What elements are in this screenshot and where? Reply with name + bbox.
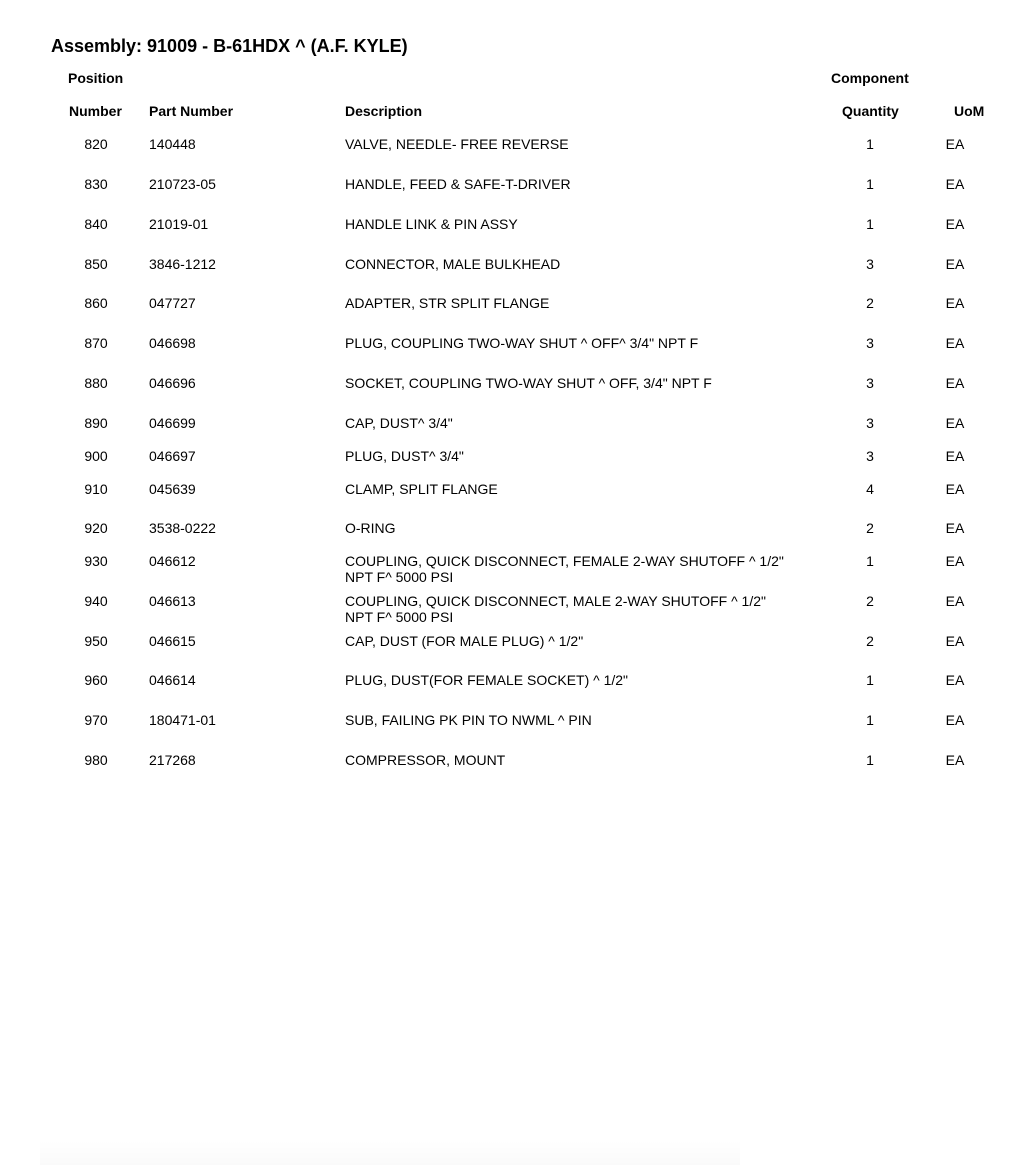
position-number: 930: [84, 553, 108, 569]
description: [345, 672, 815, 688]
table-row: [0, 216, 1024, 250]
position-number: 950: [84, 633, 108, 649]
description-line-1: SUB, FAILING PK PIN TO NWML ^ PIN: [345, 712, 592, 728]
table-row: [0, 593, 1024, 627]
description-line-1: VALVE, NEEDLE- FREE REVERSE: [345, 136, 569, 152]
uom: EA: [945, 553, 965, 569]
uom: EA: [945, 415, 965, 431]
part-number: 046613: [149, 593, 196, 609]
part-number: 210723-05: [149, 176, 216, 192]
part-number: 140448: [149, 136, 196, 152]
description-line-1: PLUG, DUST(FOR FEMALE SOCKET) ^ 1/2": [345, 672, 629, 688]
table-row: [0, 520, 1024, 554]
description-line-1: COUPLING, QUICK DISCONNECT, MALE 2-WAY SHUTOFF ^ 1/2": [345, 593, 766, 609]
quantity: 2: [866, 295, 874, 311]
table-row: [0, 136, 1024, 170]
header-part-number: Part Number: [149, 103, 234, 119]
table-row: [0, 335, 1024, 369]
description-line-1: ADAPTER, STR SPLIT FLANGE: [345, 295, 550, 311]
table-row: [0, 752, 1024, 786]
part-number: 3846-1212: [149, 256, 216, 272]
position-number: 980: [84, 752, 108, 768]
description: [345, 553, 815, 585]
header-uom: UoM: [954, 103, 985, 119]
description: [345, 520, 815, 536]
quantity: 4: [866, 481, 874, 497]
quantity: 1: [866, 553, 874, 569]
part-number: 046698: [149, 335, 196, 351]
description-line-2: NPT F^ 5000 PSI: [345, 569, 454, 585]
quantity: 1: [866, 176, 874, 192]
table-row: [0, 295, 1024, 329]
quantity: 1: [866, 136, 874, 152]
description: [345, 136, 815, 152]
uom: EA: [945, 295, 965, 311]
table-row: [0, 375, 1024, 409]
description: [345, 448, 815, 464]
part-number: 046614: [149, 672, 196, 688]
uom: EA: [945, 375, 965, 391]
quantity: 3: [866, 415, 874, 431]
position-number: 910: [84, 481, 108, 497]
header-component: Component: [831, 70, 909, 86]
quantity: 1: [866, 712, 874, 728]
part-number: 045639: [149, 481, 196, 497]
description: [345, 415, 815, 431]
part-number: 3538-0222: [149, 520, 216, 536]
quantity: 2: [866, 593, 874, 609]
position-number: 840: [84, 216, 108, 232]
uom: EA: [945, 136, 965, 152]
position-number: 880: [84, 375, 108, 391]
quantity: 3: [866, 335, 874, 351]
table-row: [0, 256, 1024, 290]
position-number: 820: [84, 136, 108, 152]
header-description: Description: [345, 103, 423, 119]
table-row: [0, 176, 1024, 210]
description: [345, 335, 815, 351]
table-row: [0, 415, 1024, 449]
quantity: 3: [866, 256, 874, 272]
description-line-1: HANDLE, FEED & SAFE-T-DRIVER: [345, 176, 571, 192]
part-number: 217268: [149, 752, 196, 768]
description-line-1: COMPRESSOR, MOUNT: [345, 752, 506, 768]
position-number: 860: [84, 295, 108, 311]
position-number: 940: [84, 593, 108, 609]
table-row: [0, 553, 1024, 587]
description-line-1: CAP, DUST (FOR MALE PLUG) ^ 1/2": [345, 633, 584, 649]
position-number: 920: [84, 520, 108, 536]
position-number: 870: [84, 335, 108, 351]
description-line-2: NPT F^ 5000 PSI: [345, 609, 454, 625]
description: [345, 375, 815, 391]
table-row: [0, 712, 1024, 746]
part-number: 046696: [149, 375, 196, 391]
table-row: [0, 448, 1024, 482]
quantity: 1: [866, 752, 874, 768]
description: [345, 633, 815, 649]
table-row: [0, 672, 1024, 706]
description: [345, 752, 815, 768]
quantity: 3: [866, 448, 874, 464]
description-line-1: PLUG, COUPLING TWO-WAY SHUT ^ OFF^ 3/4" NPT F: [345, 335, 699, 351]
table-row: [0, 633, 1024, 667]
uom: EA: [945, 633, 965, 649]
description-line-1: CLAMP, SPLIT FLANGE: [345, 481, 498, 497]
description-line-1: SOCKET, COUPLING TWO-WAY SHUT ^ OFF, 3/4" NPT F: [345, 375, 712, 391]
header-number: Number: [69, 103, 122, 119]
uom: EA: [945, 672, 965, 688]
part-number: 046612: [149, 553, 196, 569]
uom: EA: [945, 216, 965, 232]
uom: EA: [945, 335, 965, 351]
description: [345, 593, 815, 625]
uom: EA: [945, 752, 965, 768]
description-line-1: CAP, DUST^ 3/4": [345, 415, 453, 431]
position-number: 850: [84, 256, 108, 272]
position-number: 960: [84, 672, 108, 688]
part-number: 046697: [149, 448, 196, 464]
description-line-1: COUPLING, QUICK DISCONNECT, FEMALE 2-WAY SHUTOFF ^ 1/2": [345, 553, 784, 569]
description-line-1: O-RING: [345, 520, 396, 536]
uom: EA: [945, 481, 965, 497]
description: [345, 176, 815, 192]
part-number: 046615: [149, 633, 196, 649]
uom: EA: [945, 256, 965, 272]
quantity: 1: [866, 216, 874, 232]
position-number: 830: [84, 176, 108, 192]
position-number: 900: [84, 448, 108, 464]
description-line-1: HANDLE LINK & PIN ASSY: [345, 216, 518, 232]
uom: EA: [945, 712, 965, 728]
uom: EA: [945, 593, 965, 609]
quantity: 2: [866, 520, 874, 536]
description: [345, 295, 815, 311]
header-quantity: Quantity: [842, 103, 899, 119]
position-number: 970: [84, 712, 108, 728]
part-number: 046699: [149, 415, 196, 431]
position-number: 890: [84, 415, 108, 431]
description-line-1: CONNECTOR, MALE BULKHEAD: [345, 256, 561, 272]
table-row: [0, 481, 1024, 515]
uom: EA: [945, 176, 965, 192]
quantity: 2: [866, 633, 874, 649]
part-number: 047727: [149, 295, 196, 311]
uom: EA: [945, 448, 965, 464]
description-line-1: PLUG, DUST^ 3/4": [345, 448, 464, 464]
part-number: 21019-01: [149, 216, 209, 232]
page-title: Assembly: 91009 - B-61HDX ^ (A.F. KYLE): [51, 36, 408, 56]
uom: EA: [945, 520, 965, 536]
description: [345, 256, 815, 272]
description: [345, 481, 815, 497]
quantity: 3: [866, 375, 874, 391]
header-position: Position: [68, 70, 124, 86]
page-fade: [40, 1140, 740, 1165]
part-number: 180471-01: [149, 712, 216, 728]
description: [345, 712, 815, 728]
description: [345, 216, 815, 232]
quantity: 1: [866, 672, 874, 688]
